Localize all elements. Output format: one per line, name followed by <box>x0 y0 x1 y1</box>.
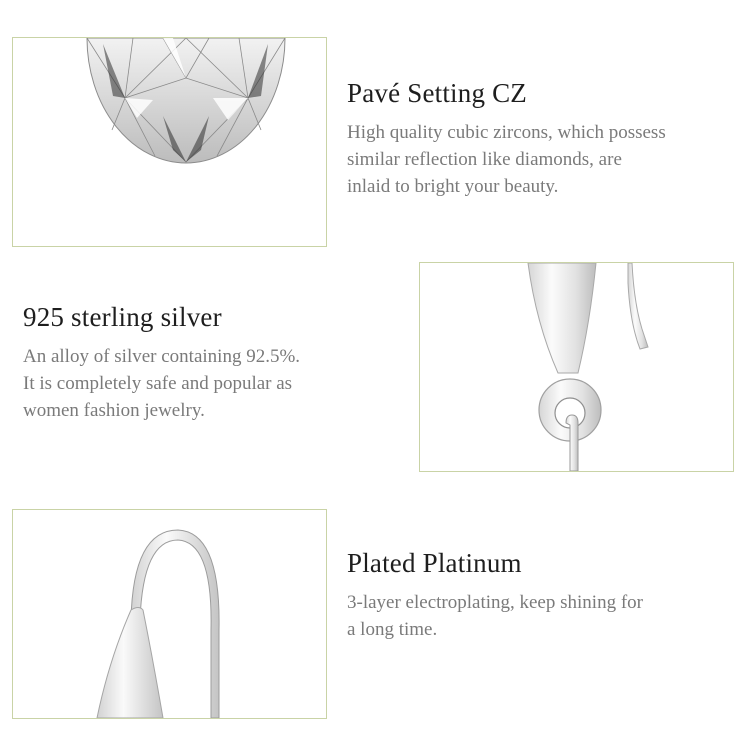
ear-hook-arc-image <box>13 510 326 718</box>
feature-title: 925 sterling silver <box>23 302 222 332</box>
cubic-zircon-gem-image <box>13 38 326 246</box>
description-line: similar reflection like diamonds, are <box>347 149 622 170</box>
feature-sterling-silver <box>23 302 403 424</box>
description-line: women fashion jewelry. <box>23 400 205 421</box>
description-line: It is completely safe and popular as <box>23 373 293 394</box>
gem-image-frame <box>12 37 327 247</box>
description-line: 3-layer electroplating, keep shining for <box>347 592 643 613</box>
description-line: High quality cubic zircons, which possess <box>347 122 666 143</box>
hook-arc-image-frame <box>12 509 327 719</box>
feature-title: Plated Platinum <box>347 548 522 578</box>
hook-loop-image-frame <box>419 262 734 472</box>
feature-pave-setting <box>347 78 742 200</box>
description-line: inlaid to bright your beauty. <box>347 176 559 197</box>
feature-description <box>347 589 742 643</box>
feature-plated-platinum <box>347 548 742 643</box>
feature-description <box>23 343 403 424</box>
description-line: An alloy of silver containing 92.5%. <box>23 346 301 367</box>
feature-description <box>347 119 742 200</box>
description-line: a long time. <box>347 619 438 640</box>
ear-hook-loop-image <box>420 263 733 471</box>
feature-title: Pavé Setting CZ <box>347 78 527 108</box>
